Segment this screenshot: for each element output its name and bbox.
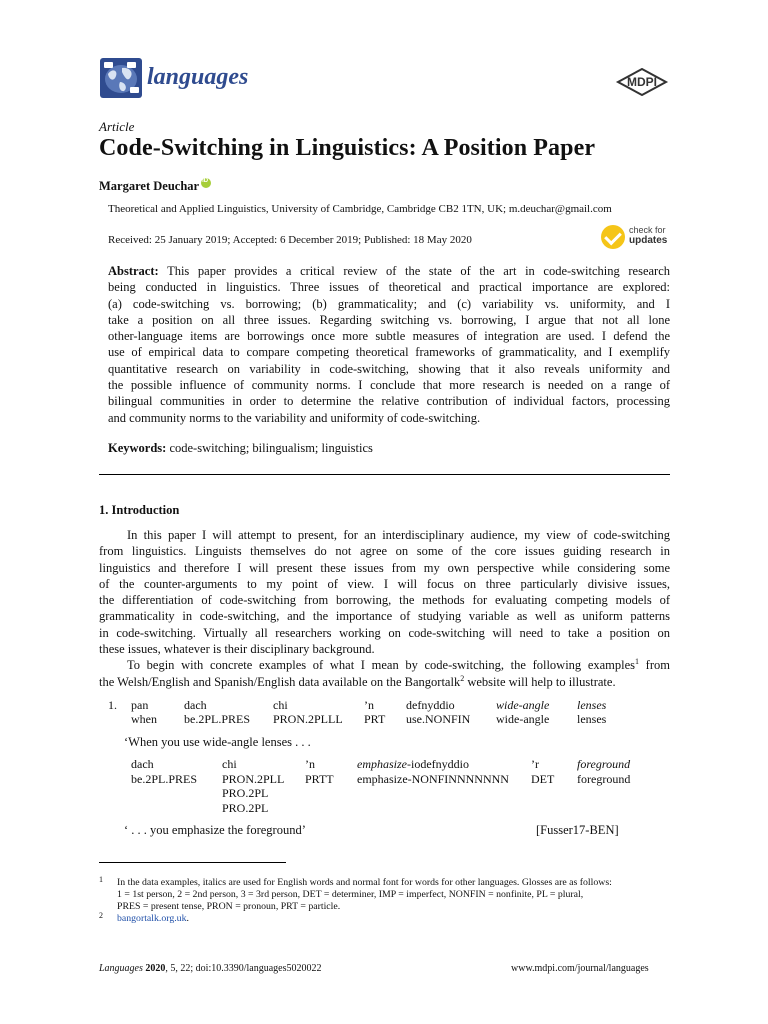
example-gloss: DET xyxy=(531,772,555,786)
body-line: In this paper I will attempt to present, for an interdisciplinary audience, my view of code-switching xyxy=(127,528,670,542)
footer-journal-url[interactable]: www.mdpi.com/journal/languages xyxy=(511,963,649,974)
example-word: foreground xyxy=(577,757,631,771)
journal-name: languages xyxy=(147,64,249,90)
check-for-updates-button[interactable] xyxy=(601,224,673,250)
publication-dates: Received: 25 January 2019; Accepted: 6 December 2019; Published: 18 May 2020 xyxy=(108,234,472,246)
example-word: dach xyxy=(184,698,207,712)
example-number: 1. xyxy=(108,698,117,712)
body-line: from linguistics. Linguists themselves do not agree on some of the core issues guiding research in xyxy=(99,544,670,559)
author-name: Margaret Deuchar xyxy=(99,179,200,193)
introduction-text xyxy=(99,527,670,690)
abstract-line: This paper provides a critical review of the state of the art in code-switching research xyxy=(167,264,671,278)
example-gloss: be.2PL.PRES xyxy=(184,712,251,726)
abstract-line: take a position on all three issues. Regarding switching vs. borrowing, I argue that not all lone xyxy=(108,312,670,327)
body-line: the Welsh/English and Spanish/English data available on the Bangortalk$^2$ website will help to illustrate. xyxy=(99,673,616,689)
check-updates-label-1: check for xyxy=(629,225,666,235)
footnote-1 xyxy=(117,877,670,913)
section-heading: 1. Introduction xyxy=(99,503,180,517)
abstract-line: (a) code-switching vs. borrowing; (b) grammaticality; and (c) variability vs. uniformity, and I xyxy=(108,296,670,311)
bangortalk-link[interactable]: bangortalk.org.uk xyxy=(117,913,187,924)
example-gloss: PRON.2PLLL xyxy=(273,712,343,726)
body-line: in code-switching. Virtually all researchers working on code-switching will need to take a position on xyxy=(99,625,670,640)
body-line: of the counter-arguments to my point of view. I will focus on three particularly divisive issues, xyxy=(99,576,670,591)
affiliation: Theoretical and Applied Linguistics, University of Cambridge, Cambridge CB2 1TN, UK; m.deuchar@gmail.com xyxy=(108,203,612,215)
example-gloss: foreground xyxy=(577,772,631,786)
mdpi-logo xyxy=(614,68,670,96)
example-gloss: PRON.2PLL xyxy=(222,772,285,786)
footnote-line: 1 = 1st person, 2 = 2nd person, 3 = 3rd person, DET = determiner, IMP = imperfect, NONFIN = nonfinite, PL = plural, xyxy=(117,889,584,900)
abstract xyxy=(108,263,670,426)
example-word: dach xyxy=(131,757,154,771)
article-type: Article xyxy=(99,119,135,134)
author xyxy=(99,178,211,194)
check-updates-label-2: updates xyxy=(629,235,668,246)
example-word: wide-angle xyxy=(496,698,550,712)
abstract-line: and community norms to the variability and uniformity of code-switching. xyxy=(108,410,481,425)
example-word: chi xyxy=(273,698,288,712)
example-gloss: PRO.2PL xyxy=(222,786,269,800)
keywords-text: code-switching; bilingualism; linguistics xyxy=(169,441,373,455)
example-word: lenses xyxy=(577,698,607,712)
footnote-line: In the data examples, italics are used for English words and normal font for words for other languages. Glosses are as follows: xyxy=(117,877,612,888)
body-line: these issues, whatever is their disciplinary background. xyxy=(99,642,375,657)
example-word: defnyddio xyxy=(406,698,455,712)
check-updates-icon xyxy=(601,225,625,249)
footnote-2: bangortalk.org.uk. xyxy=(117,913,189,924)
svg-text:MDPI: MDPI xyxy=(627,75,657,89)
footer-citation: Languages 2020, 5, 22; doi:10.3390/languages5020022 xyxy=(99,963,322,974)
paper-title: Code-Switching in Linguistics: A Position Paper xyxy=(99,135,596,161)
example-gloss: wide-angle xyxy=(496,712,550,726)
keywords-label: Keywords: xyxy=(108,441,167,455)
example-word: emphasize-iodefnyddio xyxy=(357,757,469,771)
example-word: ’r xyxy=(531,757,539,771)
journal-logo-globe-icon xyxy=(100,58,142,98)
example-word: chi xyxy=(222,757,237,771)
abstract-label: Abstract: xyxy=(108,264,159,278)
footnote-ref-2[interactable]: 2 xyxy=(460,673,465,683)
abstract-line: quantitative research on variability in code-switching, showing that it also reveals uniformity and xyxy=(108,361,670,376)
example-source: [Fusser17-BEN] xyxy=(536,823,619,837)
footnote-line: PRES = present tense, PRON = pronoun, PRT = particle. xyxy=(117,901,341,912)
footnote-number: 1 xyxy=(99,875,103,884)
example-gloss: be.2PL.PRES xyxy=(131,772,198,786)
example-word: pan xyxy=(131,698,149,712)
example-word: ’n xyxy=(305,757,315,771)
example-gloss: PRT xyxy=(364,712,386,726)
example-gloss: use.NONFIN xyxy=(406,712,471,726)
body-line: linguistics and therefore I will present these issues from my own perspective while considering some xyxy=(99,560,670,575)
example-gloss: emphasize-NONFINNNNNNN xyxy=(357,772,509,786)
footnote-divider xyxy=(99,862,286,863)
footnote-number: 2 xyxy=(99,911,103,920)
example-gloss: PRO.2PL xyxy=(222,801,269,815)
example-translation: ‘When you use wide-angle lenses . . . xyxy=(124,735,311,749)
example-translation: ‘ . . . you emphasize the foreground’ xyxy=(124,823,306,837)
abstract-line: the possible influence of community norms. I conclude that more research is needed on a range of xyxy=(108,378,670,393)
keywords xyxy=(108,441,373,456)
body-line: grammaticality in code-switching, and the importance of studying variable as well as uniform patterns xyxy=(99,609,670,624)
body-line: To begin with concrete examples of what I mean by code-switching, the following examples$^1$ from xyxy=(127,657,670,673)
abstract-line: other-language items are borrowings once more subtle measures of integration are used. I defend the xyxy=(108,329,670,344)
abstract-line: bilingual communities in order to determine the relative contribution of individual factors, processing xyxy=(108,394,670,409)
footnote-ref-1[interactable]: 1 xyxy=(635,657,640,667)
abstract-line: being conducted in linguistics. Three issues of theoretical and practical importance are explored: xyxy=(108,280,670,295)
example-gloss: lenses xyxy=(577,712,607,726)
example-word: ’n xyxy=(364,698,374,712)
example-gloss: when xyxy=(131,712,157,726)
orcid-icon[interactable] xyxy=(201,178,211,188)
abstract-line: use of empirical data to compare competing theoretical frameworks of grammaticality, and I exemplify xyxy=(108,345,670,360)
example-gloss: PRTT xyxy=(305,772,334,786)
body-line: the differentiation of code-switching from borrowing, the methods for evaluating competing models of xyxy=(99,593,670,608)
divider xyxy=(99,474,670,475)
